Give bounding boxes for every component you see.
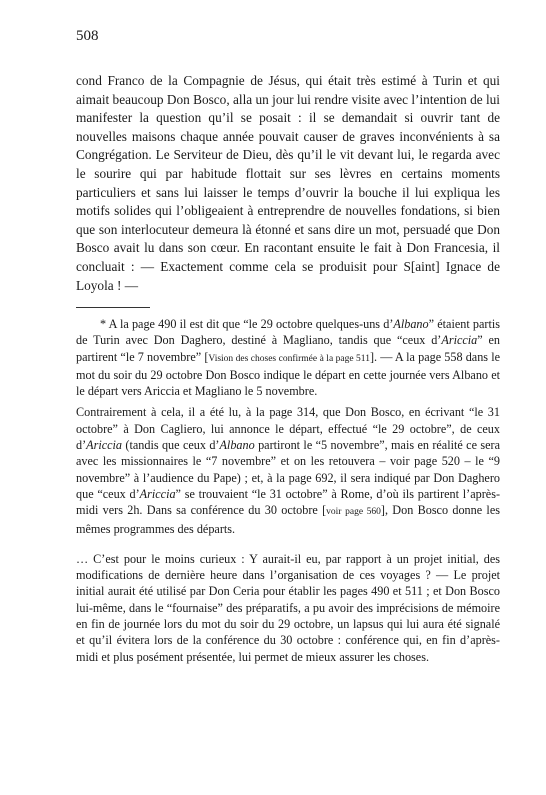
- footnote-2-reference: voir page 560: [326, 507, 381, 518]
- footnotes: [76, 316, 500, 665]
- footnote-1-text-g: ]. — A la page 558 dans le mot du soir du 29 octobre Don Bosco indique le départ en cette journée vers Albano et le départ vers Ariccia et Magliano le 5 novembre.: [76, 349, 501, 399]
- page-number: 508: [76, 28, 99, 44]
- footnote-2-text-e: partiront le “5 novembre”, mais en réalité ce sera avec les missionnaires le “7 novembre” et on les retouvera – voir page 520 – le “9 novembre” à l’audience du Pape) ; et, à la page 692, il sera indiqué par Don Daghero que “ceux d’: [76, 438, 500, 501]
- main-paragraph: cond Franco de la Compagnie de Jésus, qui était très estimé à Turin et qui aimait beaucoup Don Bosco, alla un jour lui rendre visite avec l’intention de lui manifester la question qu’il se posait : il se demandait si ouvrir tant de nouvelles maisons chaque année pouvait causer de graves inconvénients à sa Congrégation. Le Serviteur de Dieu, dès qu’il le vit devant lui, le regarda avec le sourire qui par habitude flottait sur ses lèvres en certains moments particuliers et sans lui laisser le temps d’ouvrir la bouche il lui expliqua les motifs solides qui l’obligeaient à entreprendre de nouvelles fondations, si bien que son interlocuteur demeura là étonné et sans dire un mot, persuadé que Don Bosco avait lu dans son cœur. En racontant ensuite le fait à Don Francesia, il concluait : — Exactement comme cela se produisit pour S[aint] Ignace de Loyola ! —: [76, 73, 500, 293]
- footnote-1-place-albano: Albano: [393, 317, 429, 331]
- footnote-2-place-ariccia-2: Ariccia: [139, 486, 176, 501]
- footnote-2-place-ariccia: Ariccia: [86, 438, 123, 453]
- footnote-2-place-albano: Albano: [219, 438, 255, 453]
- footnote-1-reference: Vision des choses confirmée à la page 511: [208, 353, 370, 364]
- footnote-separator: [76, 307, 150, 308]
- footnote-2-text-a: Contrairement à cela, il a été lu, à la page 314, que Don Bosco, en écrivant “le 31 octobre” à Don Cagliero, lui annonce le départ, effectué “le 29 octobre”, de ceux d’: [76, 405, 500, 453]
- footnote-1-text-a: * A la page 490 il est dit que “le 29 octobre quelques-uns d’: [100, 317, 394, 331]
- footnote-1: [76, 316, 500, 399]
- footnote-2-text-g: ” se trouvaient “le 31 octobre” à Rome, d’où ils partirent l’après-midi vers 2h. Dans sa conférence du 30 octobre [: [76, 486, 500, 518]
- footnote-1-text-e: ” en partirent “le 7 novembre” [: [76, 333, 500, 364]
- footnote-1-text-c: ” étaient partis de Turin avec Don Daghero, destiné à Magliano, tandis que “ceux d’: [76, 317, 500, 348]
- main-text: [76, 72, 500, 295]
- footnote-2: [76, 404, 500, 536]
- footnote-1-place-ariccia: Ariccia: [441, 333, 478, 348]
- footnote-3: … C’est pour le moins curieux : Y aurait-il eu, par rapport à un projet initial, des modifications de dernière heure dans l’organisation de ces voyages ? — Le projet initial aurait été utilisé par Don Ceria pour établir les pages 490 et 511 ; et Don Bosco lui-même, dans le “fournaise” des préparatifs, a pu avoir des imprécisions de mémoire en fin de journée lors du mot du soir du 29 octobre, un lapsus qui lui aura été signalé et qu’il évitera lors de la conférence du 30 octobre : conférence qui, en fin d’après-midi et plus posément présentée, lui permet de mieux assurer les choses.: [76, 551, 500, 664]
- footnote-2-text-c: (tandis que ceux d’: [122, 438, 220, 453]
- footnote-2-text-i: ], Don Bosco donne les mêmes programmes des départs.: [76, 503, 500, 536]
